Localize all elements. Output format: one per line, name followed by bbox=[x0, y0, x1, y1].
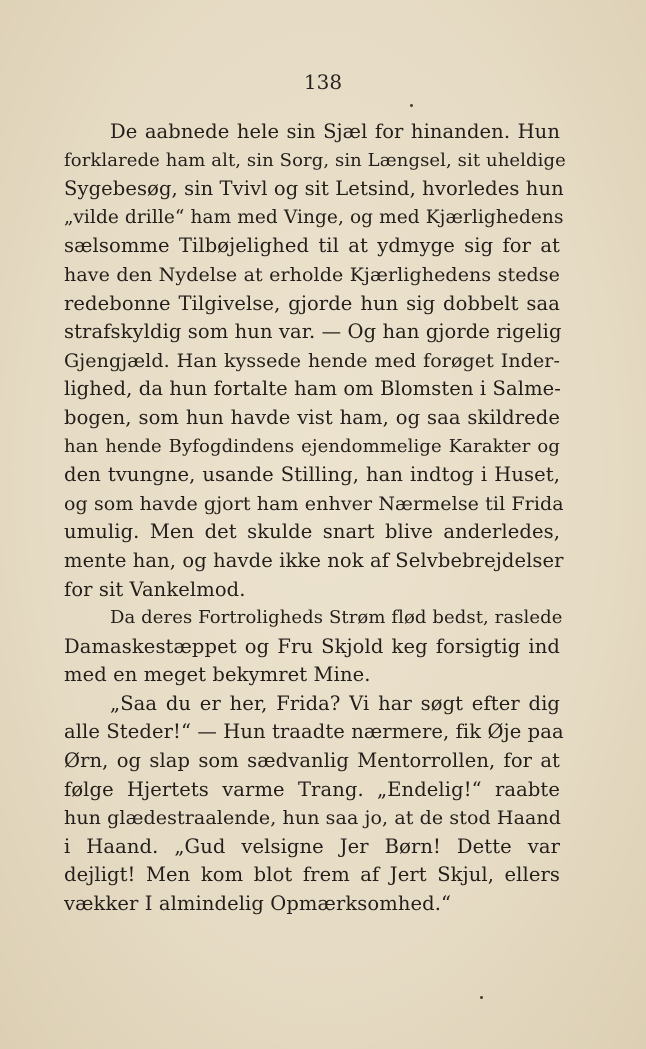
text-line: Damaskestæppet og Fru Skjold keg forsigtig ind bbox=[64, 634, 560, 658]
text-line: Sygebesøg, sin Tvivl og sit Letsind, hvorledes hun bbox=[64, 177, 564, 201]
text-line: alle Steder!“ — Hun traadte nærmere, fik Øje paa bbox=[64, 720, 564, 744]
text-line: „vilde drille“ ham med Vinge, og med Kjærlighedens bbox=[64, 206, 564, 228]
text-line: sælsomme Tilbøjelighed til at ydmyge sig for at bbox=[64, 234, 560, 258]
text-line: den tvungne, usande Stilling, han indtog i Huset, bbox=[64, 463, 560, 487]
text-line: have den Nydelse at erholde Kjærlighedens stedse bbox=[64, 263, 560, 286]
body-text bbox=[64, 118, 566, 919]
text-line: umulig. Men det skulde snart blive anderledes, bbox=[64, 520, 560, 544]
text-line: og som havde gjort ham enhver Nærmelse til Frida bbox=[64, 492, 564, 515]
text-line: med en meget bekymret Mine. bbox=[64, 663, 371, 687]
text-line: for sit Vankelmod. bbox=[64, 577, 246, 601]
ink-speck bbox=[480, 996, 483, 999]
text-line: han hende Byfogdindens ejendommelige Karakter og bbox=[64, 435, 560, 457]
text-line: mente han, og havde ikke nok af Selvbebrejdelser bbox=[64, 548, 564, 572]
text-line: bogen, som hun havde vist ham, og saa skildrede bbox=[64, 405, 560, 429]
text-line: Da deres Fortroligheds Strøm flød bedst, raslede bbox=[110, 607, 563, 629]
text-line: lighed, da hun fortalte ham om Blomsten i Salme- bbox=[64, 377, 561, 401]
text-line: Ørn, og slap som sædvanlig Mentorrollen, for at bbox=[64, 749, 560, 773]
page-number: 138 bbox=[303, 70, 343, 94]
text-line: følge Hjertets varme Trang. „Endelig!“ raabte bbox=[64, 777, 560, 801]
text-line: i Haand. „Gud velsigne Jer Børn! Dette var bbox=[64, 834, 560, 858]
text-line: dejligt! Men kom blot frem af Jert Skjul, ellers bbox=[64, 863, 560, 887]
text-line: hun glædestraalende, hun saa jo, at de stod Haand bbox=[64, 807, 562, 830]
text-line: De aabnede hele sin Sjæl for hinanden. Hun bbox=[110, 120, 560, 143]
text-line: strafskyldig som hun var. — Og han gjorde rigelig bbox=[64, 320, 562, 344]
text-line: „Saa du er her, Frida? Vi har søgt efter dig bbox=[110, 691, 560, 715]
ink-speck bbox=[410, 104, 413, 107]
text-line: forklarede ham alt, sin Sorg, sin Længsel, sit uheldige bbox=[64, 149, 566, 171]
text-line: Gjengjæld. Han kyssede hende med forøget Inder- bbox=[64, 349, 560, 372]
text-line: vækker I almindelig Opmærksomhed.“ bbox=[64, 892, 452, 916]
text-line: redebonne Tilgivelse, gjorde hun sig dobbelt saa bbox=[64, 291, 560, 315]
